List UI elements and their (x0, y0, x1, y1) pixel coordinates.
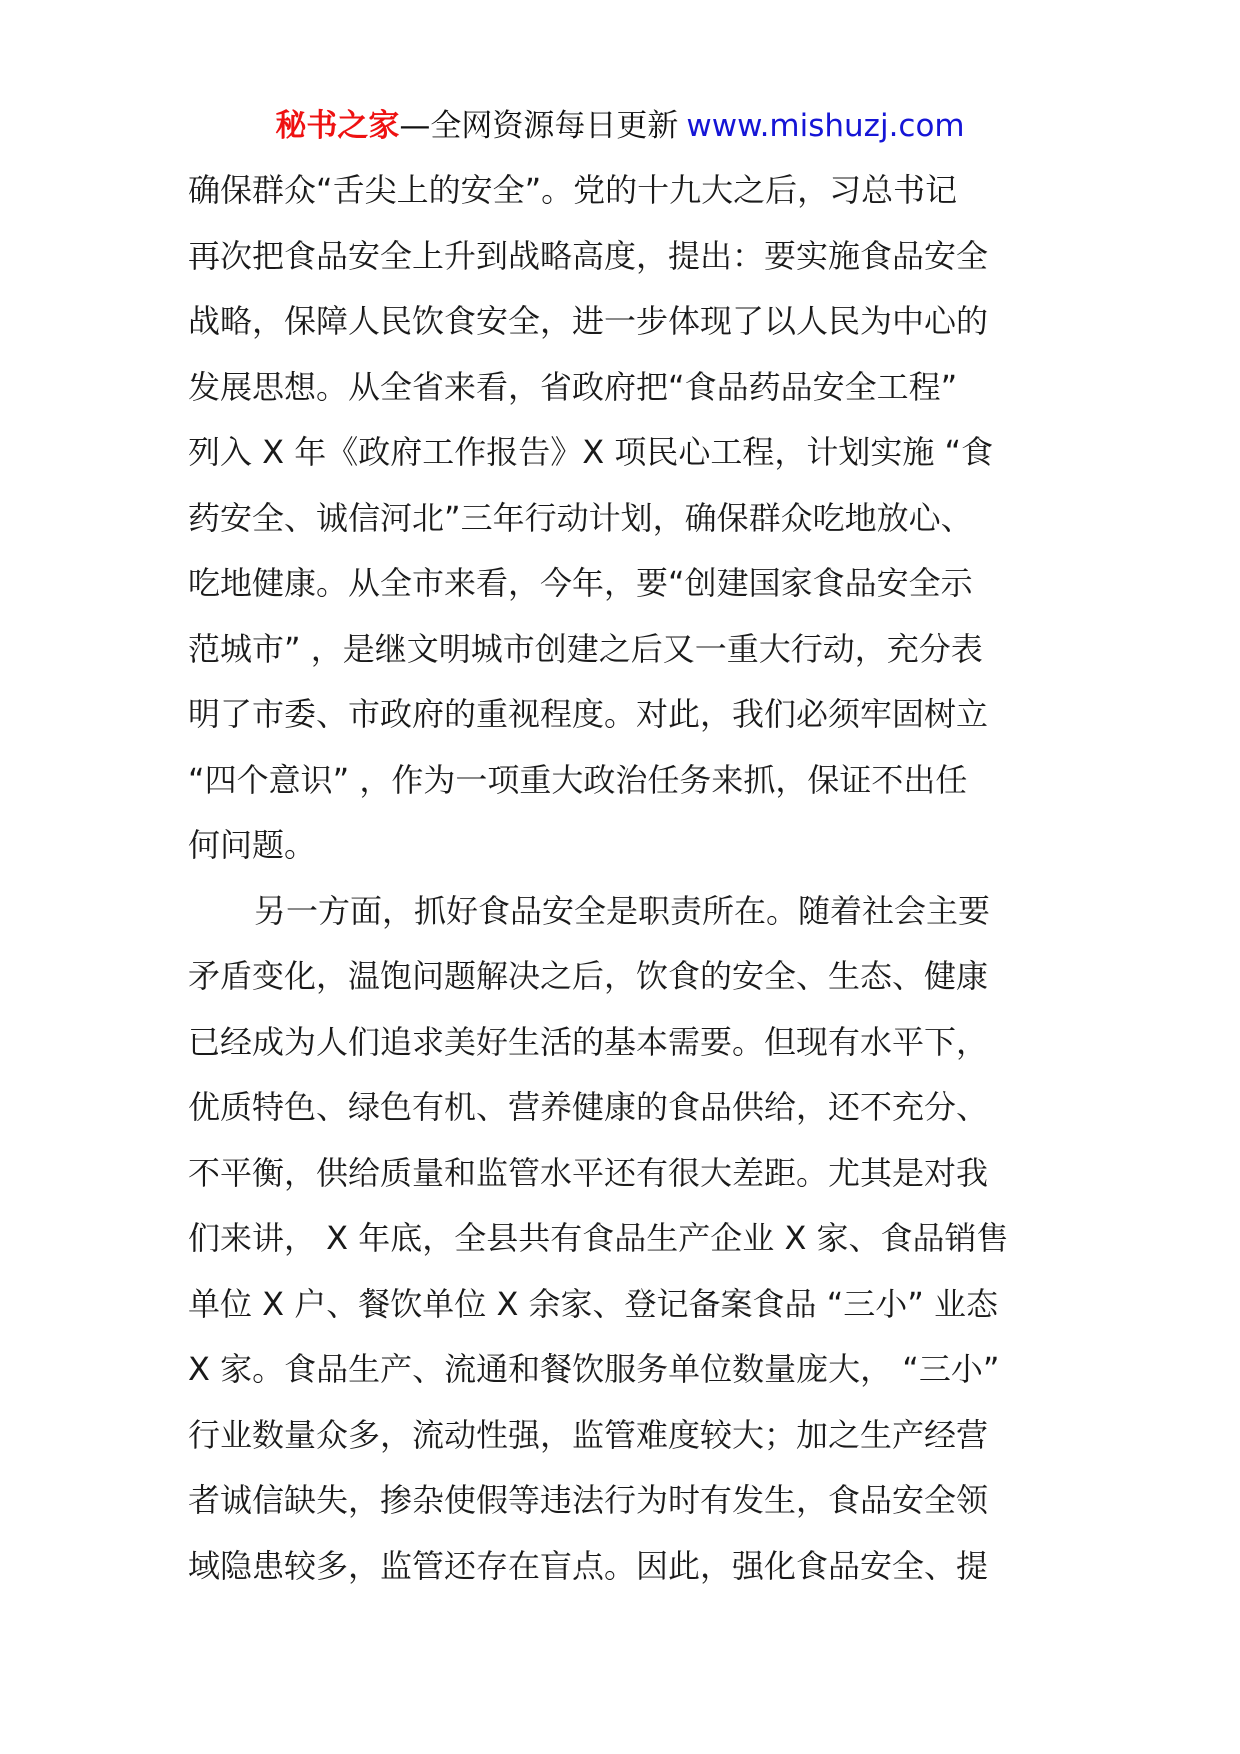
text-line: 再次把食品安全上升到战略高度，提出：要实施食品安全 (188, 236, 989, 275)
text-line: 不平衡，供给质量和监管水平还有很大差距。尤其是对我 (188, 1153, 989, 1192)
page-header (0, 104, 1240, 148)
text-line: 药安全、诚信河北”三年行动计划，确保群众吃地放心、 (188, 498, 973, 537)
text-line: 单位 X 户、餐饮单位 X 余家、登记备案食品 “三小” 业态 (188, 1284, 999, 1323)
text-line: 何问题。 (188, 826, 317, 864)
paragraph-2 (188, 879, 1048, 1600)
text-line: 们来讲， X 年底，全县共有食品生产企业 X 家、食品销售 (188, 1219, 1009, 1257)
document-body (188, 158, 1048, 1599)
paragraph-1 (188, 158, 1048, 879)
text-line: “四个意识” ，作为一项重大政治任务来抓，保证不出任 (188, 760, 968, 799)
text-line: 者诚信缺失，掺杂使假等违法行为时有发生，食品安全领 (188, 1481, 989, 1519)
text-line: 列入 X 年《政府工作报告》X 项民心工程，计划实施 “食 (188, 433, 994, 471)
text-line: 范城市” ，是继文明城市创建之后又一重大行动，充分表 (188, 629, 983, 668)
text-line: 已经成为人们追求美好生活的基本需要。但现有水平下， (188, 1022, 989, 1061)
header-slogan: —全网资源每日更新 (399, 108, 679, 144)
text-line: 战略，保障人民饮食安全，进一步体现了以人民为中心的 (188, 302, 989, 340)
text-line: 行业数量众多，流动性强，监管难度较大；加之生产经营 (188, 1415, 989, 1454)
text-line: 域隐患较多，监管还存在盲点。因此，强化食品安全、提 (188, 1546, 989, 1585)
text-line: 吃地健康。从全市来看，今年，要“创建国家食品安全示 (188, 564, 973, 602)
text-line: 明了市委、市政府的重视程度。对此，我们必须牢固树立 (188, 695, 989, 733)
text-line: X 家。食品生产、流通和餐饮服务单位数量庞大， “三小” (188, 1350, 1000, 1388)
text-line: 矛盾变化，温饱问题解决之后，饮食的安全、生态、健康 (188, 957, 989, 995)
text-line: 优质特色、绿色有机、营养健康的食品供给，还不充分、 (188, 1088, 989, 1126)
website-link[interactable]: www.mishuzj.com (686, 108, 965, 144)
text-line: 发展思想。从全省来看，省政府把“食品药品安全工程” (188, 367, 958, 406)
brand-name: 秘书之家 (275, 108, 400, 144)
text-line: 确保群众“舌尖上的安全”。党的十九大之后，习总书记 (188, 171, 958, 209)
text-line: 另一方面，抓好食品安全是职责所在。随着社会主要 (254, 891, 991, 930)
